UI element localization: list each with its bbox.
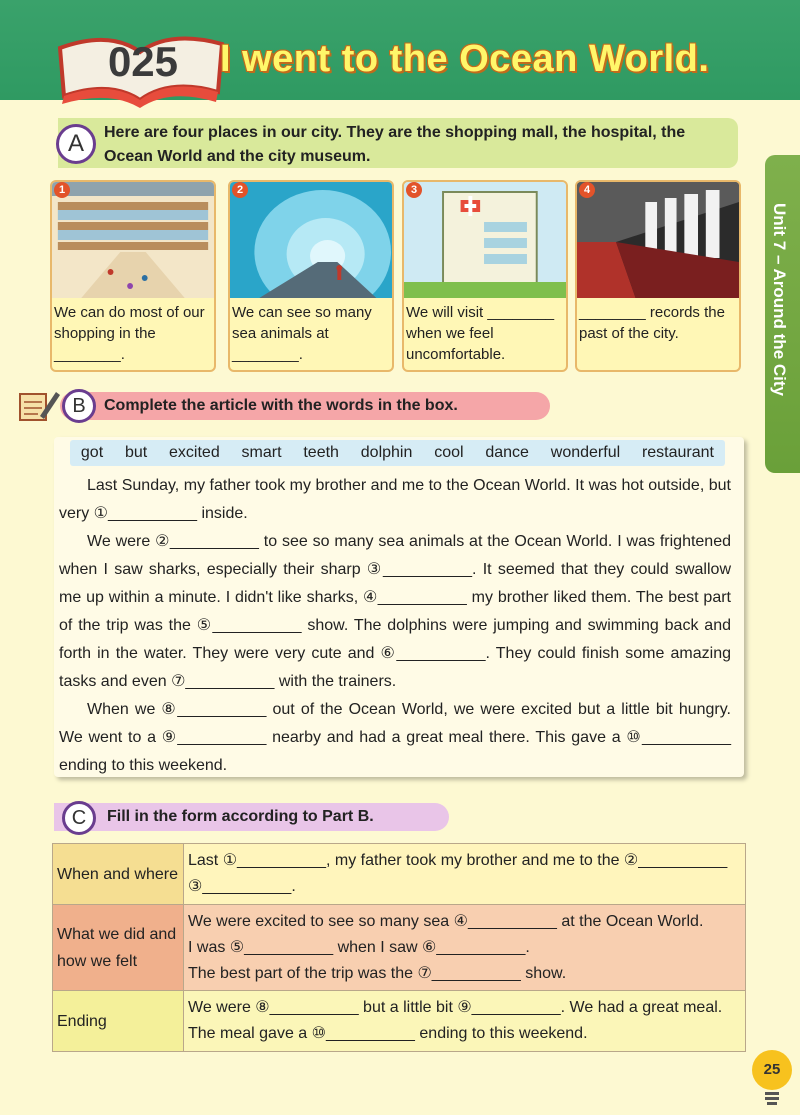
form-content <box>184 991 746 1052</box>
picture-caption-4: ________ records the past of the city. <box>579 304 725 342</box>
article-paragraph-1: Last Sunday, my father took my brother and me to the Ocean World. It was hot outside, but very ①__________ inside. <box>59 477 731 522</box>
picture-card-3 <box>402 180 568 372</box>
form-line: The best part of the trip was the ⑦__________ show. <box>188 964 567 982</box>
picture-caption-3: We will visit ________ when we feel uncomfortable. <box>406 304 555 363</box>
word-box-item: but <box>124 444 148 461</box>
word-box-item: teeth <box>303 444 339 461</box>
word-box <box>70 440 725 466</box>
form-line: We were ⑧__________ but a little bit ⑨__________. We had a great meal. <box>188 999 723 1016</box>
form-label: Ending <box>53 991 184 1052</box>
form-label: What we did and how we felt <box>53 905 184 991</box>
section-a-letter: A <box>56 124 96 164</box>
word-box-item: excited <box>169 444 220 461</box>
word-box-item: dolphin <box>360 444 413 461</box>
section-c-instruction: Fill in the form according to Part B. <box>107 808 374 825</box>
picture-caption-2: We can see so many sea animals at ________. <box>232 304 372 363</box>
notepad-pencil-icon <box>18 388 62 424</box>
picture-card-4 <box>575 180 741 372</box>
lesson-title: I went to the Ocean World. <box>220 38 710 80</box>
form-content <box>184 844 746 905</box>
section-b-instruction: Complete the article with the words in the box. <box>104 397 458 414</box>
form-line: ③__________. <box>188 878 296 895</box>
form-row-ending <box>53 991 746 1052</box>
article-paragraph-3: When we ⑧__________ out of the Ocean World, we were excited but a little bit hungry. We went to a ⑨__________ nearby and had a great meal there. This gave a ⑩__________ ending to this weekend. <box>59 701 731 774</box>
page-number: 25 <box>752 1050 792 1090</box>
picture-number-2: 2 <box>232 182 248 198</box>
section-a-instruction: Here are four places in our city. They are the shopping mall, the hospital, the Ocean World and the city museum. <box>104 124 686 165</box>
form-row-when-where <box>53 844 746 905</box>
picture-card-1 <box>50 180 216 372</box>
ocean-tunnel-illustration <box>230 182 392 298</box>
lesson-number: 025 <box>107 38 179 85</box>
word-box-item: dance <box>485 444 529 461</box>
picture-number-1: 1 <box>54 182 70 198</box>
form-line: I was ⑤__________ when I saw ⑥__________. <box>188 938 530 956</box>
article-paragraph-2: We were ②__________ to see so many sea animals at the Ocean World. I was frightened when I saw sharks, especially their sharp ③__________. It seemed that they could swallow me up within a minute. I didn't like sharks, ④__________ my brother liked them. The best part of the trip was the ⑤__________ show. The dolphins were jumping and swimming back and forth in the water. They were very cute and ⑥__________. They could finish some amazing tasks and even ⑦__________ with the trainers. <box>59 533 731 690</box>
form-row-what-how <box>53 905 746 991</box>
museum-illustration <box>577 182 739 298</box>
section-c-letter: C <box>62 801 96 835</box>
shopping-mall-illustration <box>52 182 214 298</box>
hospital-illustration <box>404 182 566 298</box>
summary-form <box>52 843 746 1052</box>
word-box-item: got <box>80 444 104 461</box>
picture-caption-1: We can do most of our shopping in the ________. <box>54 304 205 363</box>
form-line: The meal gave a ⑩__________ ending to this weekend. <box>188 1025 588 1042</box>
unit-side-tab <box>765 155 800 473</box>
picture-number-4: 4 <box>579 182 595 198</box>
unit-side-tab-label: Unit 7 – Around the City <box>770 203 789 396</box>
word-box-item: restaurant <box>641 444 714 461</box>
article-text <box>59 472 731 780</box>
lightbulb-base-icon <box>762 1090 782 1110</box>
word-box-item: cool <box>434 444 464 461</box>
picture-card-2 <box>228 180 394 372</box>
form-line: We were excited to see so many sea ④__________ at the Ocean World. <box>188 912 704 930</box>
word-box-item: smart <box>241 444 282 461</box>
form-line: Last ①__________, my father took my brother and me to the ②__________ <box>188 852 728 869</box>
section-b-letter: B <box>62 389 96 423</box>
picture-number-3: 3 <box>406 182 422 198</box>
form-content <box>184 905 746 991</box>
form-label: When and where <box>53 844 184 905</box>
word-box-item: wonderful <box>550 444 621 461</box>
